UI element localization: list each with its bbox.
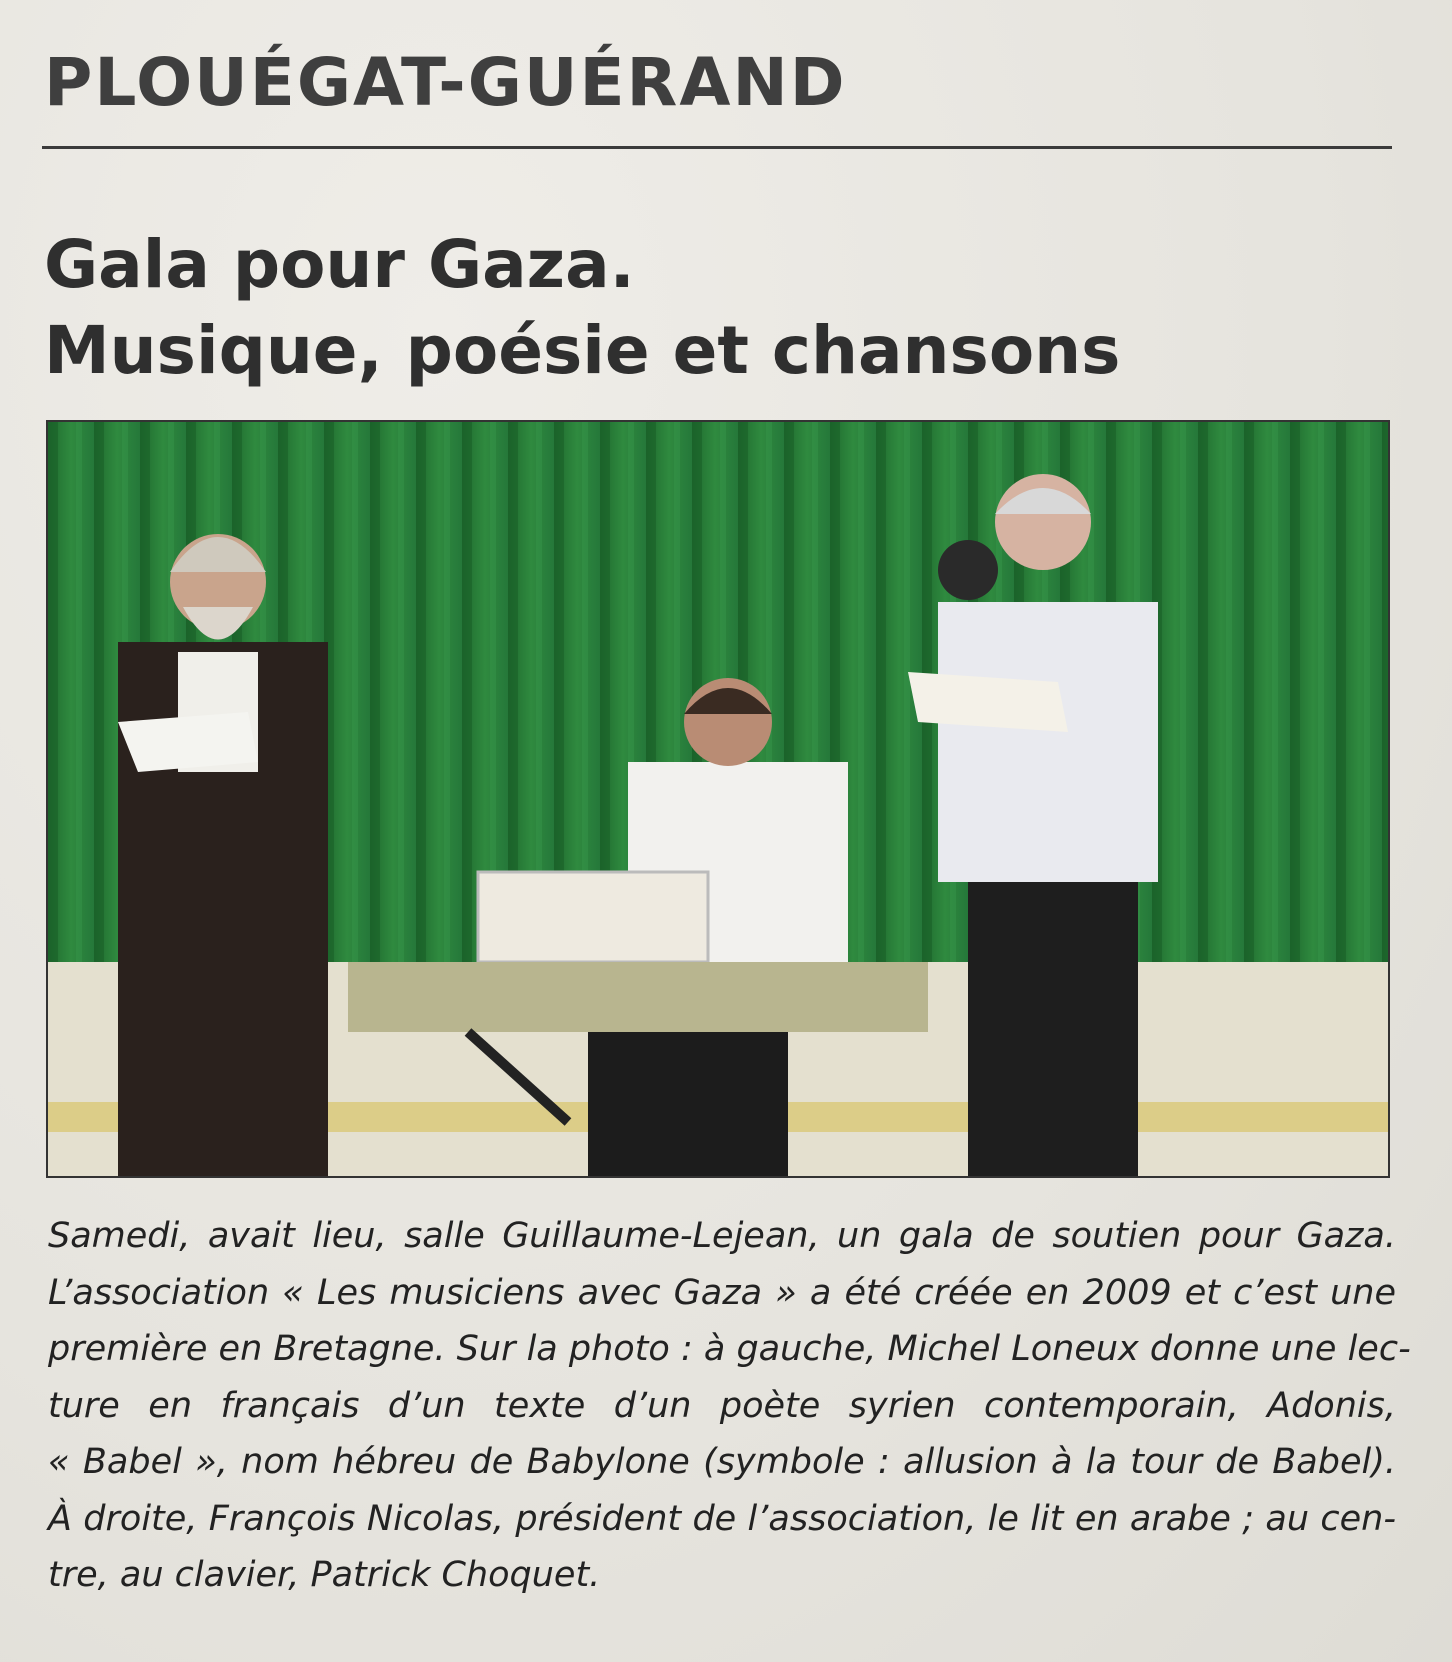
caption-line: À droite, François Nicolas, président de l’association, le lit en arabe ; au cen- [48,1498,1396,1539]
caption-line: ture en français d’un texte d’un poète syrien contemporain, Adonis, [48,1385,1396,1426]
article-photo [46,420,1390,1178]
photo-icon [48,422,1388,1176]
caption-line: tre, au clavier, Patrick Choquet. [48,1555,601,1595]
caption-line: première en Bretagne. Sur la photo : à gauche, Michel Loneux donne une lec- [48,1329,1411,1369]
caption-line: « Babel », nom hébreu de Babylone (symbole : allusion à la tour de Babel). [48,1442,1396,1482]
headline-line-1: Gala pour Gaza. [44,226,635,303]
caption-line: L’association « Les musiciens avec Gaza » a été créée en 2009 et c’est une [48,1272,1396,1313]
section-divider [42,146,1392,149]
photo-caption [48,1208,1411,1604]
locality-heading: PLOUÉGAT-GUÉRAND [44,44,847,121]
headline-line-2: Musique, poésie et chansons [44,312,1121,389]
article-headline [44,222,1384,394]
caption-line: Samedi, avait lieu, salle Guillaume-Lejean, un gala de soutien pour Gaza. [48,1216,1396,1256]
